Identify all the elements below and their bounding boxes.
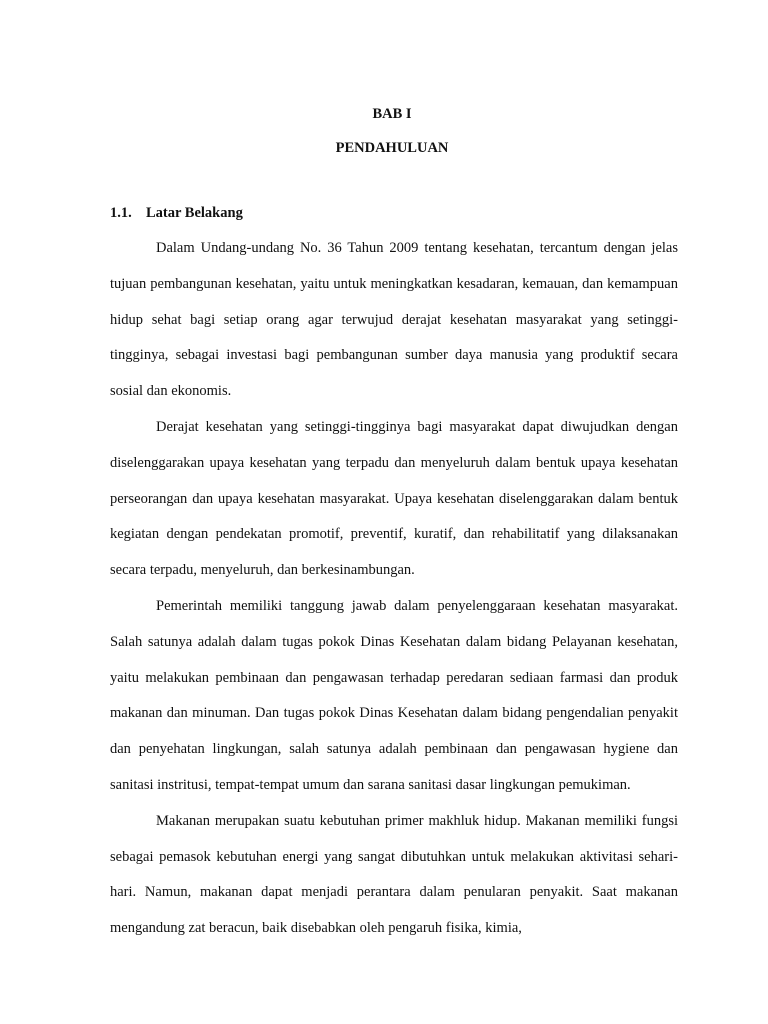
body-text — [110, 231, 678, 947]
paragraph-4: Makanan merupakan suatu kebutuhan primer makhluk hidup. Makanan memiliki fungsi sebagai pemasok kebutuhan energi yang sangat dibutuhkan untuk melakukan aktivitasi sehari-hari. Namun, makanan dapat menjadi perantara dalam penularan penyakit. Saat makanan mengandung zat beracun, baik disebabkan oleh pengaruh fisika, kimia, — [110, 812, 678, 937]
section-heading — [110, 205, 243, 222]
chapter-number: BAB I — [372, 106, 412, 122]
paragraph-3: Pemerintah memiliki tanggung jawab dalam penyelenggaraan kesehatan masyarakat. Salah satunya adalah dalam tugas pokok Dinas Kesehatan dalam bidang Pelayanan kesehatan, yaitu melakukan pembinaan dan pengawasan terhadap peredaran sediaan farmasi dan produk makanan dan minuman. Dan tugas pokok Dinas Kesehatan dalam bidang pengendalian penyakit dan penyehatan lingkungan, salah satunya adalah pembinaan dan pengawasan hygiene dan sanitasi instritusi, tempat-tempat umum dan sarana sanitasi dasar lingkungan pemukiman. — [110, 597, 678, 793]
section-title: Latar Belakang — [146, 205, 243, 221]
chapter-title: PENDAHULUAN — [335, 140, 449, 156]
paragraph-2: Derajat kesehatan yang setinggi-tingginya bagi masyarakat dapat diwujudkan dengan diselenggarakan upaya kesehatan yang terpadu dan menyeluruh dalam bentuk upaya kesehatan perseorangan dan upaya kesehatan masyarakat. Upaya kesehatan diselenggarakan dalam bentuk kegiatan dengan pendekatan promotif, preventif, kuratif, dan rehabilitatif yang dilaksanakan secara terpadu, menyeluruh, dan berkesinambungan. — [110, 418, 678, 579]
section-number: 1.1. — [110, 205, 132, 221]
paragraph-1: Dalam Undang-undang No. 36 Tahun 2009 tentang kesehatan, tercantum dengan jelas tujuan pembangunan kesehatan, yaitu untuk meningkatkan kesadaran, kemauan, dan kemampuan hidup sehat bagi setiap orang agar terwujud derajat kesehatan masyarakat yang setinggi-tingginya, sebagai investasi bagi pembangunan sumber daya manusia yang produktif secara sosial dan ekonomis. — [110, 240, 678, 400]
